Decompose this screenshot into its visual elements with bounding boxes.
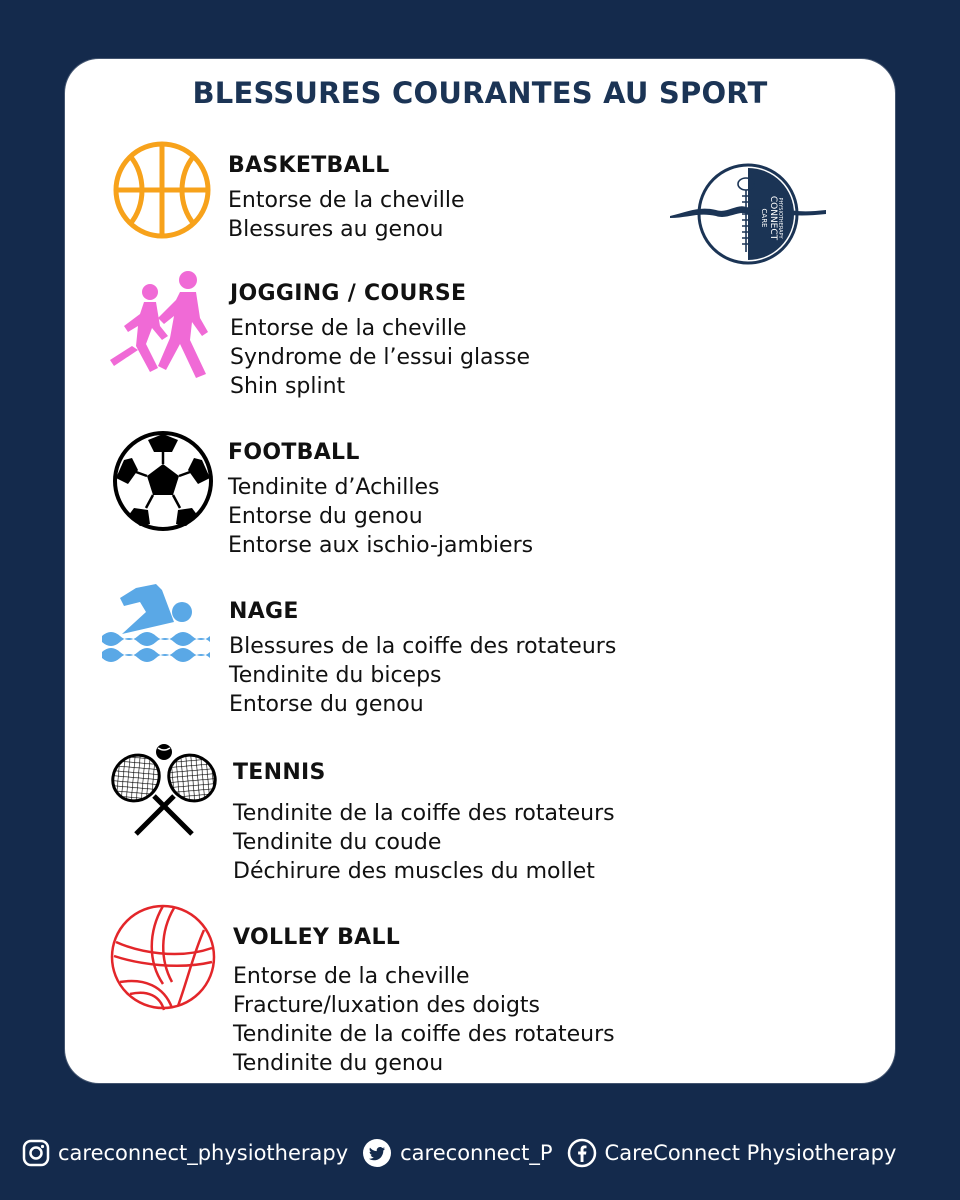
page-title: BLESSURES COURANTES AU SPORT [192,76,768,110]
sport-basketball [228,153,465,244]
sport-volleyball [233,925,615,1078]
twitter-link[interactable] [362,1138,552,1168]
logo-text-physiotherapy: PHYSIOTHERAPY [777,197,783,239]
swimmer-icon [100,582,212,672]
basketball-icon [112,140,212,244]
sport-nage [229,599,616,719]
injury-item: Tendinite du genou [233,1051,444,1076]
runners-icon [108,270,212,390]
facebook-icon [567,1138,597,1168]
sport-tennis [233,760,615,886]
injury-item: Tendinite du coude [233,830,442,855]
instagram-icon [22,1139,50,1167]
sport-name: NAGE [229,599,299,624]
injury-item: Entorse du genou [229,692,424,717]
tennis-rackets-icon [106,740,222,842]
injury-item: Entorse aux ischio-jambiers [228,533,534,558]
injury-item: Blessures de la coiffe des rotateurs [229,634,617,659]
instagram-link[interactable] [22,1139,348,1167]
injury-item: Tendinite du biceps [229,663,442,688]
logo-text-care: CARE [760,208,768,228]
injury-item: Tendinite de la coiffe des rotateurs [233,801,615,826]
volleyball-icon [108,902,218,1016]
sport-name: JOGGING / COURSE [230,281,467,306]
injury-item: Entorse de la cheville [228,188,465,213]
twitter-icon [362,1138,392,1168]
sport-name: FOOTBALL [228,440,360,465]
injury-item: Shin splint [230,374,346,399]
injury-item: Déchirure des muscles du mollet [233,859,595,884]
injury-item: Tendinite d’Achilles [228,475,440,500]
logo-text-connect: CONNECT [768,195,778,241]
injury-item: Tendinite de la coiffe des rotateurs [233,1022,615,1047]
sport-name: VOLLEY BALL [233,925,401,950]
sport-name: BASKETBALL [228,153,390,178]
injury-item: Syndrome de l’essui glasse [230,345,530,370]
sport-football [228,440,533,560]
careconnect-logo [668,162,828,266]
social-footer [22,1136,946,1170]
sport-jogging [230,281,530,401]
facebook-link[interactable] [567,1138,897,1168]
injury-item: Blessures au genou [228,217,444,242]
facebook-page: CareConnect Physiotherapy [604,1141,897,1165]
sport-name: TENNIS [233,760,326,785]
injury-item: Entorse de la cheville [233,964,470,989]
injury-item: Entorse du genou [228,504,423,529]
injury-item: Fracture/luxation des doigts [233,993,540,1018]
soccer-ball-icon [112,430,214,536]
injury-item: Entorse de la cheville [230,316,467,341]
instagram-handle: careconnect_physiotherapy [58,1141,349,1165]
twitter-handle: careconnect_P [400,1141,553,1165]
